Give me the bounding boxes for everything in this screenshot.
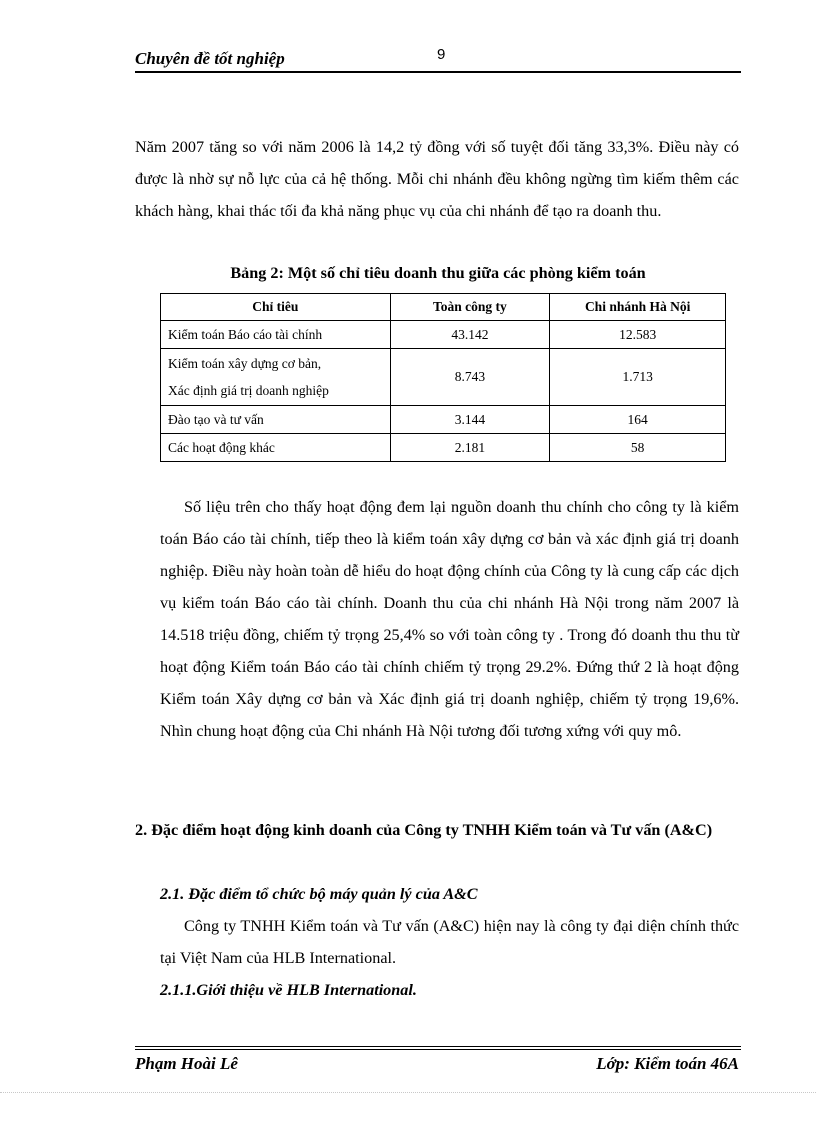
row-label: Các hoạt động khác (161, 434, 391, 462)
table-header-row (161, 294, 726, 321)
table-row (161, 406, 726, 434)
page-bottom-divider (0, 1092, 816, 1093)
analysis-paragraph: Số liệu trên cho thấy hoạt động đem lại nguồn doanh thu chính cho công ty là kiểm toán Báo cáo tài chính, tiếp theo là kiểm toán xây dựng cơ bản và xác định giá trị doanh nghiệp. Điều này hoàn toàn dễ hiểu do hoạt động chính của Công ty là cung cấp các dịch vụ kiểm toán Báo cáo tài chính. Doanh thu của chi nhánh Hà Nội trong năm 2007 là 14.518 triệu đồng, chiếm tỷ trọng 25,4% so với toàn công ty . Trong đó doanh thu thu từ hoạt động Kiểm toán Báo cáo tài chính chiếm tỷ trọng 29.2%. Đứng thứ 2 là hoạt động Kiểm toán Xây dựng cơ bản và Xác định giá trị doanh nghiệp, chiếm tỷ trọng 19,6%. Nhìn chung hoạt động của Chi nhánh Hà Nội tương đối tương xứng với quy mô. (160, 498, 739, 740)
author-name: Phạm Hoài Lê (135, 1054, 238, 1073)
page-number: 9 (437, 46, 446, 63)
header-rule (135, 71, 741, 73)
subsection-heading: 2.1. Đặc điểm tổ chức bộ máy quản lý của A&C (160, 885, 478, 903)
revenue-table (160, 293, 726, 462)
branch-value: 164 (550, 406, 726, 434)
company-value: 3.144 (390, 406, 550, 434)
intro-paragraph: Năm 2007 tăng so với năm 2006 là 14,2 tỷ đồng với số tuyệt đối tăng 33,3%. Điều này có được là nhờ sự nỗ lực của cả hệ thống. Mỗi chi nhánh đều không ngừng tìm kiếm thêm các khách hàng, khai thác tối đa khả năng phục vụ của chi nhánh để tạo ra doanh thu. (135, 138, 739, 220)
column-header: Chỉ tiêu (161, 294, 391, 321)
page-header (135, 48, 741, 70)
branch-value: 1.713 (550, 349, 726, 406)
column-header: Toàn công ty (390, 294, 550, 321)
company-value: 2.181 (390, 434, 550, 462)
subsubsection-heading: 2.1.1.Giới thiệu về HLB International. (160, 981, 417, 999)
table-row (161, 321, 726, 349)
subsection-paragraph: Công ty TNHH Kiểm toán và Tư vấn (A&C) hiện nay là công ty đại diện chính thức tại Việt Nam của HLB International. (160, 917, 739, 967)
company-value: 8.743 (390, 349, 550, 406)
branch-value: 12.583 (550, 321, 726, 349)
footer-rule (135, 1049, 741, 1050)
row-label: Kiểm toán Báo cáo tài chính (161, 321, 391, 349)
column-header: Chi nhánh Hà Nội (550, 294, 726, 321)
branch-value: 58 (550, 434, 726, 462)
class-label: Lớp: Kiểm toán 46A (596, 1054, 739, 1073)
table-row (161, 349, 726, 406)
row-label (161, 349, 391, 406)
company-value: 43.142 (390, 321, 550, 349)
table-caption: Bảng 2: Một số chỉ tiêu doanh thu giữa các phòng kiểm toán (230, 264, 646, 282)
table-row (161, 434, 726, 462)
row-label-line: Kiểm toán xây dựng cơ bản, (168, 356, 322, 371)
row-label-line: Xác định giá trị doanh nghiệp (168, 383, 329, 398)
footer-rule (135, 1046, 741, 1047)
document-title: Chuyên đề tốt nghiệp (135, 49, 285, 68)
row-label: Đào tạo và tư vấn (161, 406, 391, 434)
section-heading: 2. Đặc điểm hoạt động kinh doanh của Công ty TNHH Kiểm toán và Tư vấn (A&C) (135, 821, 713, 839)
page-footer (135, 1052, 741, 1076)
